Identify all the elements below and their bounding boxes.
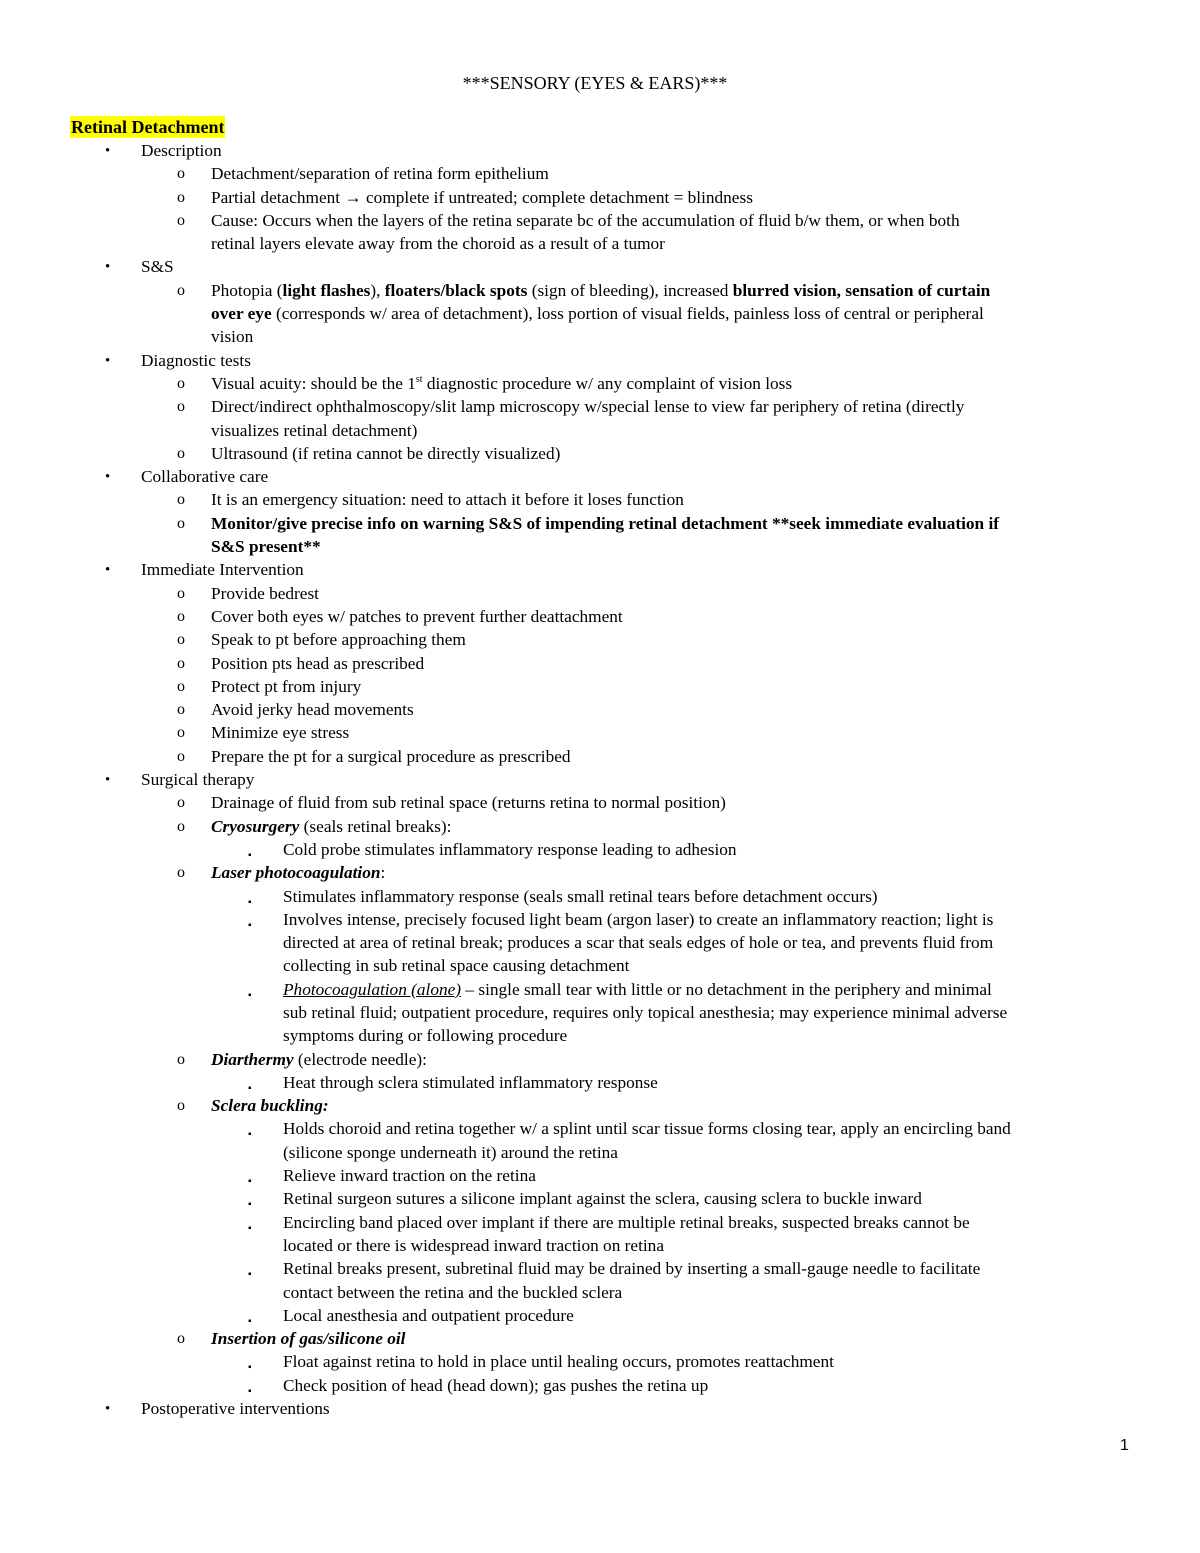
list-item: ▪ Float against retina to hold in place until healing occurs, promotes reattachment [0,1350,1200,1373]
list-item: ▪ Encircling band placed over implant if there are multiple retinal breaks, suspected breaks cannot be [0,1211,1200,1234]
circle-marker: o [177,211,185,229]
list-item: ▪ Holds choroid and retina together w/ a splint until scar tissue forms closing tear, apply an encircling band [0,1117,1200,1140]
list-item: o Laser photocoagulation: [0,861,1200,884]
circle-marker: o [177,514,185,532]
circle-marker: o [177,491,185,509]
list-item-continuation: directed at area of retinal break; produces a scar that seals edges of hole or tea, and prevents fluid from [283,933,994,953]
list-item: ▪ Retinal breaks present, subretinal fluid may be drained by inserting a small-gauge needle to facilitate [0,1257,1200,1280]
circle-marker: o [177,188,185,206]
list-item: o Partial detachment → complete if untreated; complete detachment = blindness [0,186,1200,209]
list-item-continuation: vision [211,327,254,347]
list-item: o Visual acuity: should be the 1st diagnostic procedure w/ any complaint of vision loss [0,372,1200,395]
circle-marker: o [177,1330,185,1348]
list-item: o Minimize eye stress [0,721,1200,744]
list-item: ▪ Heat through sclera stimulated inflammatory response [0,1071,1200,1094]
list-item-continuation: retinal layers elevate away from the choroid as a result of a tumor [211,234,665,254]
circle-marker: o [177,701,185,719]
list-item: ▪ Cold probe stimulates inflammatory response leading to adhesion [0,838,1200,861]
list-item: o Cryosurgery (seals retinal breaks): [0,815,1200,838]
list-item: • Collaborative care [0,465,1200,488]
circle-marker: o [177,584,185,602]
list-item-continuation: symptoms during or following procedure [283,1026,568,1046]
circle-marker: o [177,747,185,765]
circle-marker: o [177,374,185,392]
circle-marker: o [177,281,185,299]
bullet-marker: • [105,772,111,789]
list-item-continuation: contact between the retina and the buckled sclera [283,1282,623,1302]
circle-marker: o [177,444,185,462]
circle-marker: o [177,607,185,625]
list-item: ▪ Retinal surgeon sutures a silicone implant against the sclera, causing sclera to buckle inward [0,1187,1200,1210]
list-item-continuation: S&S present** [211,537,321,557]
square-marker: ▪ [248,1129,252,1141]
square-marker: ▪ [248,919,252,931]
list-item-continuation: collecting in sub retinal space causing detachment [283,956,630,976]
circle-marker: o [177,1050,185,1068]
list-item: o Photopia (light flashes), floaters/black spots (sign of bleeding), increased blurred vision, sensation of curtain [0,279,1200,302]
list-item: o Speak to pt before approaching them [0,628,1200,651]
list-item: • Description [0,139,1200,162]
circle-marker: o [177,654,185,672]
list-item: ▪ Involves intense, precisely focused light beam (argon laser) to create an inflammatory reaction; light is [0,908,1200,931]
square-marker: ▪ [248,1176,252,1188]
list-item: o Insertion of gas/silicone oil [0,1327,1200,1350]
list-item: o Sclera buckling: [0,1094,1200,1117]
section-heading: Retinal Detachment [71,117,225,137]
page-title: ***SENSORY (EYES & EARS)*** [462,73,728,93]
bullet-marker: • [105,259,111,276]
square-marker: ▪ [248,849,252,861]
circle-marker: o [177,677,185,695]
list-item-continuation: over eye (corresponds w/ area of detachment), loss portion of visual fields, painless loss of central or peripheral [211,304,984,324]
square-marker: ▪ [248,1385,252,1397]
list-item: • Immediate Intervention [0,558,1200,581]
list-item-continuation: (silicone sponge underneath it) around the retina [283,1142,618,1162]
list-item: ▪ Stimulates inflammatory response (seals small retinal tears before detachment occurs) [0,885,1200,908]
square-marker: ▪ [248,1362,252,1374]
bullet-marker: • [105,1401,111,1418]
square-marker: ▪ [248,1315,252,1327]
circle-marker: o [177,1097,185,1115]
square-marker: ▪ [248,1082,252,1094]
list-item: • Surgical therapy [0,768,1200,791]
circle-marker: o [177,724,185,742]
list-item-continuation: visualizes retinal detachment) [211,420,418,440]
list-item: o Drainage of fluid from sub retinal space (returns retina to normal position) [0,791,1200,814]
list-item: o Detachment/separation of retina form epithelium [0,162,1200,185]
list-item: ▪ Local anesthesia and outpatient procedure [0,1304,1200,1327]
circle-marker: o [177,864,185,882]
square-marker: ▪ [248,1269,252,1281]
list-item: ▪ Check position of head (head down); gas pushes the retina up [0,1374,1200,1397]
page-number: 1 [1120,1437,1129,1454]
list-item: o Prepare the pt for a surgical procedure as prescribed [0,745,1200,768]
circle-marker: o [177,398,185,416]
list-item: o Cause: Occurs when the layers of the retina separate bc of the accumulation of fluid b/w them, or when both [0,209,1200,232]
square-marker: ▪ [248,896,252,908]
square-marker: ▪ [248,989,252,1001]
list-item: ▪ Relieve inward traction on the retina [0,1164,1200,1187]
circle-marker: o [177,817,185,835]
list-item: o Protect pt from injury [0,675,1200,698]
circle-marker: o [177,165,185,183]
bullet-marker: • [105,469,111,486]
list-item: • Postoperative interventions [0,1397,1200,1420]
list-item: o Direct/indirect ophthalmoscopy/slit lamp microscopy w/special lense to view far periphery of retina (directly [0,395,1200,418]
list-item: o It is an emergency situation: need to attach it before it loses function [0,488,1200,511]
list-item: o Ultrasound (if retina cannot be directly visualized) [0,442,1200,465]
list-item-continuation: located or there is widespread inward traction on retina [283,1235,664,1255]
list-item: o Position pts head as prescribed [0,652,1200,675]
list-item: o Avoid jerky head movements [0,698,1200,721]
bullet-marker: • [105,143,111,159]
circle-marker: o [177,631,185,649]
list-item: • S&S [0,255,1200,278]
circle-marker: o [177,794,185,812]
square-marker: ▪ [248,1222,252,1234]
bullet-marker: • [105,562,111,579]
bullet-marker: • [105,352,111,369]
square-marker: ▪ [248,1199,252,1211]
arrow-icon: → [344,187,362,207]
list-item-continuation: sub retinal fluid; outpatient procedure, requires only topical anesthesia; may experience minimal adverse [283,1002,1008,1022]
list-item: • Diagnostic tests [0,349,1200,372]
list-item: o Diarthermy (electrode needle): [0,1048,1200,1071]
outline-list [0,139,1200,1420]
list-item: ▪ Photocoagulation (alone) – single small tear with little or no detachment in the periphery and minimal [0,978,1200,1001]
list-item: o Monitor/give precise info on warning S&S of impending retinal detachment **seek immediate evaluation if [0,512,1200,535]
list-item: o Cover both eyes w/ patches to prevent further deattachment [0,605,1200,628]
list-item: o Provide bedrest [0,582,1200,605]
